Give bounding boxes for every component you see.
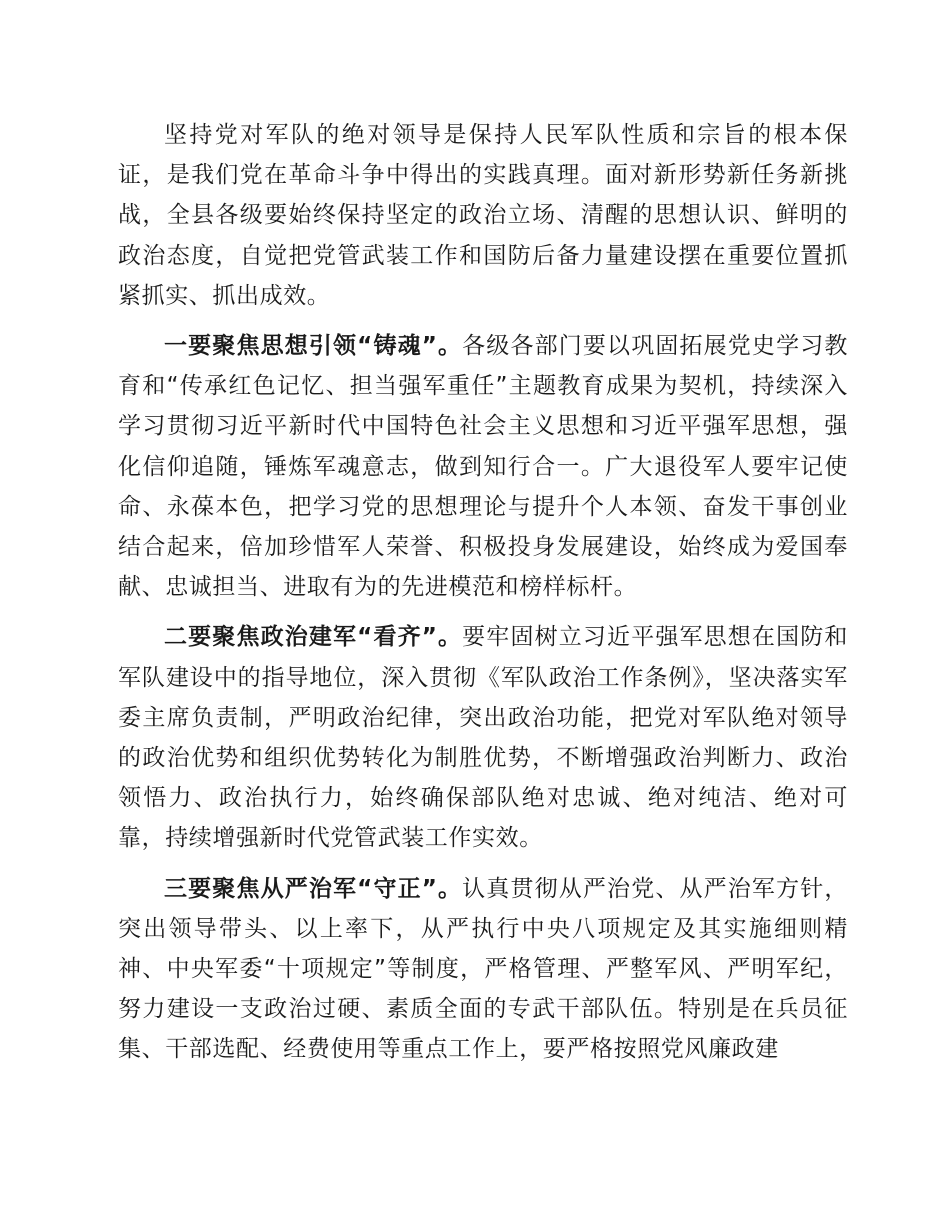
paragraph-body: 认真贯彻从严治党、从严治军方针，突出领导带头、以上率下，从严执行中央八项规定及其实施细则精神、中央军委“十项规定”等制度，严格管理、严整军风、严明军纪，努力建设一支政治过硬、素质全面的专武干部队伍。特别是在兵员征集、干部选配、经费使用等重点工作上，要严格按照党风廉政建 [118, 875, 848, 1063]
paragraph-body: 各级各部门要以巩固拓展党史学习教育和“传承红色记忆、担当强军重任”主题教育成果为契机，持续深入学习贯彻习近平新时代中国特色社会主义思想和习近平强军思想，强化信仰追随，锤炼军魂意志，做到知行合一。广大退役军人要牢记使命、永葆本色，把学习党的思想理论与提升个人本领、奋发干事创业结合起来，倍加珍惜军人荣誉、积极投身发展建设，始终成为爱国奉献、忠诚担当、进取有为的先进模范和榜样标杆。 [118, 333, 848, 601]
paragraph-lead: 三要聚焦从严治军“守正”。 [164, 875, 463, 902]
paragraph-lead: 二要聚焦政治建军“看齐”。 [164, 624, 463, 651]
paragraph-point-3 [118, 869, 848, 1070]
paragraph-body: 坚持党对军队的绝对领导是保持人民军队性质和宗旨的根本保证，是我们党在革命斗争中得出的实践真理。面对新形势新任务新挑战，全县各级要始终保持坚定的政治立场、清醒的思想认识、鲜明的政治态度，自觉把党管武装工作和国防后备力量建设摆在重要位置抓紧抓实、抓出成效。 [118, 122, 848, 309]
paragraph-point-1 [118, 326, 848, 607]
document-page [118, 115, 848, 1080]
paragraph-intro [118, 115, 848, 316]
paragraph-body: 要牢固树立习近平强军思想在国防和军队建设中的指导地位，深入贯彻《军队政治工作条例》，坚决落实军委主席负责制，严明政治纪律，突出政治功能，把党对军队绝对领导的政治优势和组织优势转化为制胜优势，不断增强政治判断力、政治领悟力、政治执行力，始终确保部队绝对忠诚、绝对纯洁、绝对可靠，持续增强新时代党管武装工作实效。 [118, 624, 848, 852]
paragraph-lead: 一要聚焦思想引领“铸魂”。 [164, 333, 463, 360]
paragraph-point-2 [118, 617, 848, 858]
